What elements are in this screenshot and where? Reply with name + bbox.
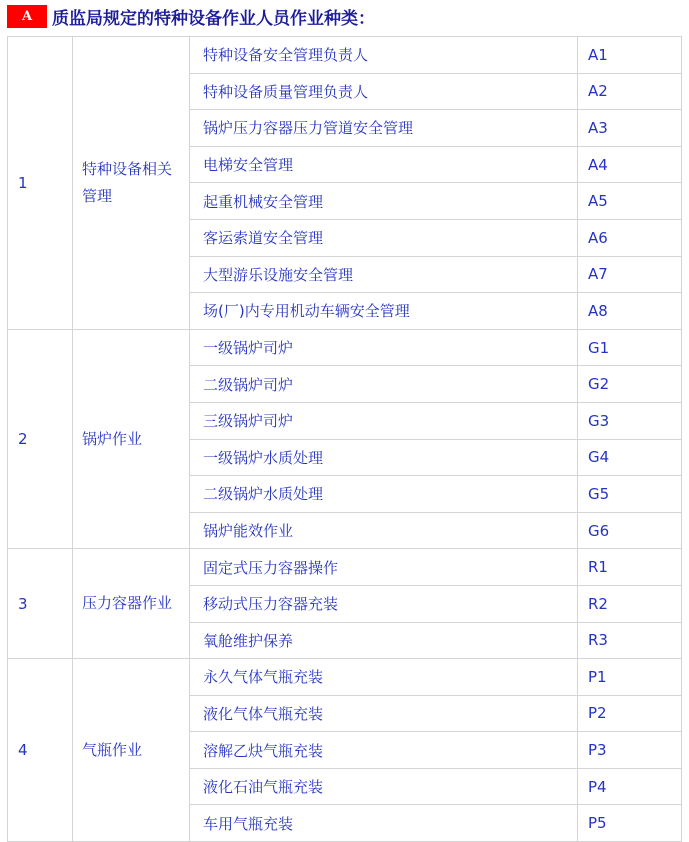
job-name: 二级锅炉司炉 bbox=[190, 366, 578, 403]
job-name: 客运索道安全管理 bbox=[190, 219, 578, 256]
job-code: A7 bbox=[578, 256, 682, 293]
job-name: 一级锅炉水质处理 bbox=[190, 439, 578, 476]
job-name: 二级锅炉水质处理 bbox=[190, 476, 578, 513]
job-name: 溶解乙炔气瓶充装 bbox=[190, 732, 578, 769]
job-code: A4 bbox=[578, 146, 682, 183]
job-name: 特种设备质量管理负责人 bbox=[190, 73, 578, 110]
job-code: G5 bbox=[578, 476, 682, 513]
job-name: 电梯安全管理 bbox=[190, 146, 578, 183]
job-code: R3 bbox=[578, 622, 682, 659]
job-name: 液化石油气瓶充装 bbox=[190, 768, 578, 805]
table-row bbox=[8, 549, 682, 586]
group-number: 4 bbox=[8, 659, 73, 842]
group-number: 2 bbox=[8, 329, 73, 549]
job-name: 移动式压力容器充装 bbox=[190, 585, 578, 622]
job-code: P2 bbox=[578, 695, 682, 732]
job-code: A2 bbox=[578, 73, 682, 110]
group-category: 锅炉作业 bbox=[73, 329, 190, 549]
job-name: 场(厂)内专用机动车辆安全管理 bbox=[190, 293, 578, 330]
job-code: G3 bbox=[578, 402, 682, 439]
job-name: 氧舱维护保养 bbox=[190, 622, 578, 659]
group-category: 压力容器作业 bbox=[73, 549, 190, 659]
group-category: 特种设备相关管理 bbox=[73, 37, 190, 330]
job-name: 三级锅炉司炉 bbox=[190, 402, 578, 439]
job-name: 永久气体气瓶充装 bbox=[190, 659, 578, 696]
table-row bbox=[8, 329, 682, 366]
job-code: R2 bbox=[578, 585, 682, 622]
job-code: P3 bbox=[578, 732, 682, 769]
job-name: 特种设备安全管理负责人 bbox=[190, 37, 578, 74]
job-code: G2 bbox=[578, 366, 682, 403]
job-name: 锅炉压力容器压力管道安全管理 bbox=[190, 110, 578, 147]
table-row bbox=[8, 37, 682, 74]
job-name: 一级锅炉司炉 bbox=[190, 329, 578, 366]
job-name: 车用气瓶充装 bbox=[190, 805, 578, 842]
job-code: G4 bbox=[578, 439, 682, 476]
job-code: P1 bbox=[578, 659, 682, 696]
job-name: 大型游乐设施安全管理 bbox=[190, 256, 578, 293]
group-number: 1 bbox=[8, 37, 73, 330]
job-name: 液化气体气瓶充装 bbox=[190, 695, 578, 732]
job-name: 固定式压力容器操作 bbox=[190, 549, 578, 586]
job-code: A3 bbox=[578, 110, 682, 147]
section-badge: A bbox=[7, 5, 47, 28]
table-row bbox=[8, 659, 682, 696]
group-category: 气瓶作业 bbox=[73, 659, 190, 842]
job-categories-table bbox=[7, 36, 682, 842]
job-code: G6 bbox=[578, 512, 682, 549]
job-code: R1 bbox=[578, 549, 682, 586]
section-header bbox=[7, 4, 375, 29]
job-code: A1 bbox=[578, 37, 682, 74]
job-code: A5 bbox=[578, 183, 682, 220]
job-code: P4 bbox=[578, 768, 682, 805]
job-code: P5 bbox=[578, 805, 682, 842]
page-title: 质监局规定的特种设备作业人员作业种类： bbox=[52, 9, 375, 29]
group-number: 3 bbox=[8, 549, 73, 659]
job-name: 锅炉能效作业 bbox=[190, 512, 578, 549]
job-name: 起重机械安全管理 bbox=[190, 183, 578, 220]
job-code: A8 bbox=[578, 293, 682, 330]
job-code: A6 bbox=[578, 219, 682, 256]
job-code: G1 bbox=[578, 329, 682, 366]
